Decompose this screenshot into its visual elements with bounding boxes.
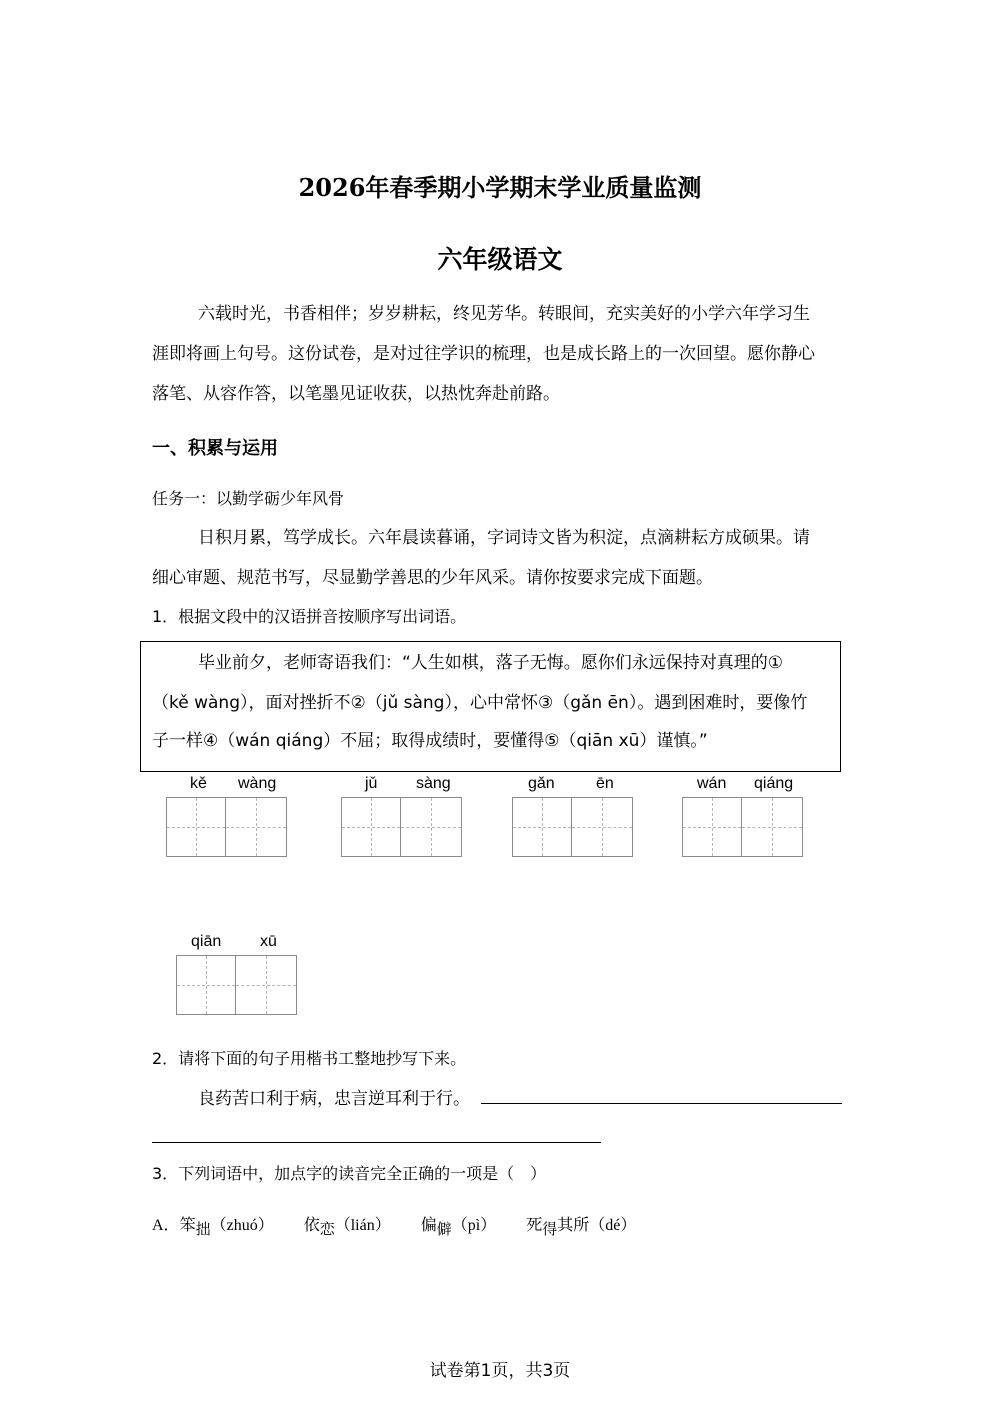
task-title: 任务一：以勤学砺少年风骨 <box>152 489 345 508</box>
passage-line-1: 毕业前夕，老师寄语我们：“人生如棋，落子无悔。愿你们永远保持对真理的① <box>198 653 784 673</box>
page-footer: 试卷第1页，共3页 <box>429 1361 571 1381</box>
q3-prompt: 3．下列词语中，加点字的读音完全正确的一项是（ ） <box>152 1164 547 1183</box>
char-box[interactable] <box>742 797 803 857</box>
writing-grid-5[interactable] <box>176 955 297 1015</box>
word-item: 笨拙（zhuó） <box>180 1215 274 1234</box>
intro-line-2: 涯即将画上句号。这份试卷，是对过往学识的梳理，也是成长路上的一次回望。愿你静心 <box>152 344 815 364</box>
section-heading: 一、积累与运用 <box>152 438 278 459</box>
char-box[interactable] <box>226 797 287 857</box>
char-box[interactable] <box>401 797 462 857</box>
passage-line-2: （kě wàng），面对挫折不②（jǔ sàng），心中常怀③（gǎn ēn）。遇到困难时，要像竹 <box>152 693 808 713</box>
dotted-char: 拙 <box>195 1220 211 1238</box>
char-box[interactable] <box>572 797 633 857</box>
q2-sentence: 良药苦口利于病，忠言逆耳利于行。 <box>198 1089 470 1109</box>
writing-grid-3[interactable] <box>512 797 633 857</box>
intro-line-3: 落笔、从容作答，以笔墨见证收获，以热忱奔赴前路。 <box>152 384 560 404</box>
answer-line[interactable] <box>481 1103 842 1104</box>
pinyin-label: jǔ <box>365 775 378 792</box>
answer-line[interactable] <box>152 1142 601 1143</box>
dotted-char: 得 <box>542 1220 558 1238</box>
writing-grid-1[interactable] <box>166 797 287 857</box>
pinyin-label: wán <box>697 775 727 792</box>
exam-title: 2026年春季期小学期末学业质量监测 <box>298 173 702 202</box>
option-label: A． <box>152 1217 180 1234</box>
passage-line-3: 子一样④（wán qiáng）不屈；取得成绩时，要懂得⑤（qiān xū）谨慎。” <box>152 731 708 751</box>
pinyin-label: gǎn <box>528 775 555 792</box>
q3-option-a[interactable] <box>152 1205 636 1246</box>
dotted-char: 僻 <box>436 1220 452 1238</box>
char-box[interactable] <box>236 955 297 1015</box>
dotted-char: 恋 <box>319 1220 335 1238</box>
char-box[interactable] <box>512 797 572 857</box>
intro-line-1: 六载时光，书香相伴；岁岁耕耘，终见芳华。转眼间，充实美好的小学六年学习生 <box>198 304 810 324</box>
pinyin-label: ēn <box>596 775 614 792</box>
word-item: 依恋（lián） <box>304 1215 391 1234</box>
writing-grid-4[interactable] <box>682 797 803 857</box>
pinyin-label: qiáng <box>754 775 794 792</box>
char-box[interactable] <box>176 955 236 1015</box>
pinyin-label: kě <box>190 775 207 792</box>
char-box[interactable] <box>166 797 226 857</box>
char-box[interactable] <box>682 797 742 857</box>
q1-prompt: 1．根据文段中的汉语拼音按顺序写出词语。 <box>152 607 467 626</box>
q2-prompt: 2．请将下面的句子用楷书工整地抄写下来。 <box>152 1049 467 1068</box>
pinyin-label: qiān <box>191 933 222 950</box>
char-box[interactable] <box>341 797 401 857</box>
word-item: 偏僻（pì） <box>421 1215 496 1234</box>
word-item: 死得其所（dé） <box>526 1215 636 1234</box>
pinyin-label: wàng <box>238 775 277 792</box>
pinyin-label: xū <box>260 933 277 950</box>
task-desc-line-2: 细心审题、规范书写，尽显勤学善思的少年风采。请你按要求完成下面题。 <box>152 568 713 588</box>
task-desc-line-1: 日积月累，笃学成长。六年晨读暮诵，字词诗文皆为积淀，点滴耕耘方成硕果。请 <box>198 528 810 548</box>
exam-subtitle: 六年级语文 <box>437 245 563 274</box>
pinyin-label: sàng <box>416 775 451 792</box>
writing-grid-2[interactable] <box>341 797 462 857</box>
